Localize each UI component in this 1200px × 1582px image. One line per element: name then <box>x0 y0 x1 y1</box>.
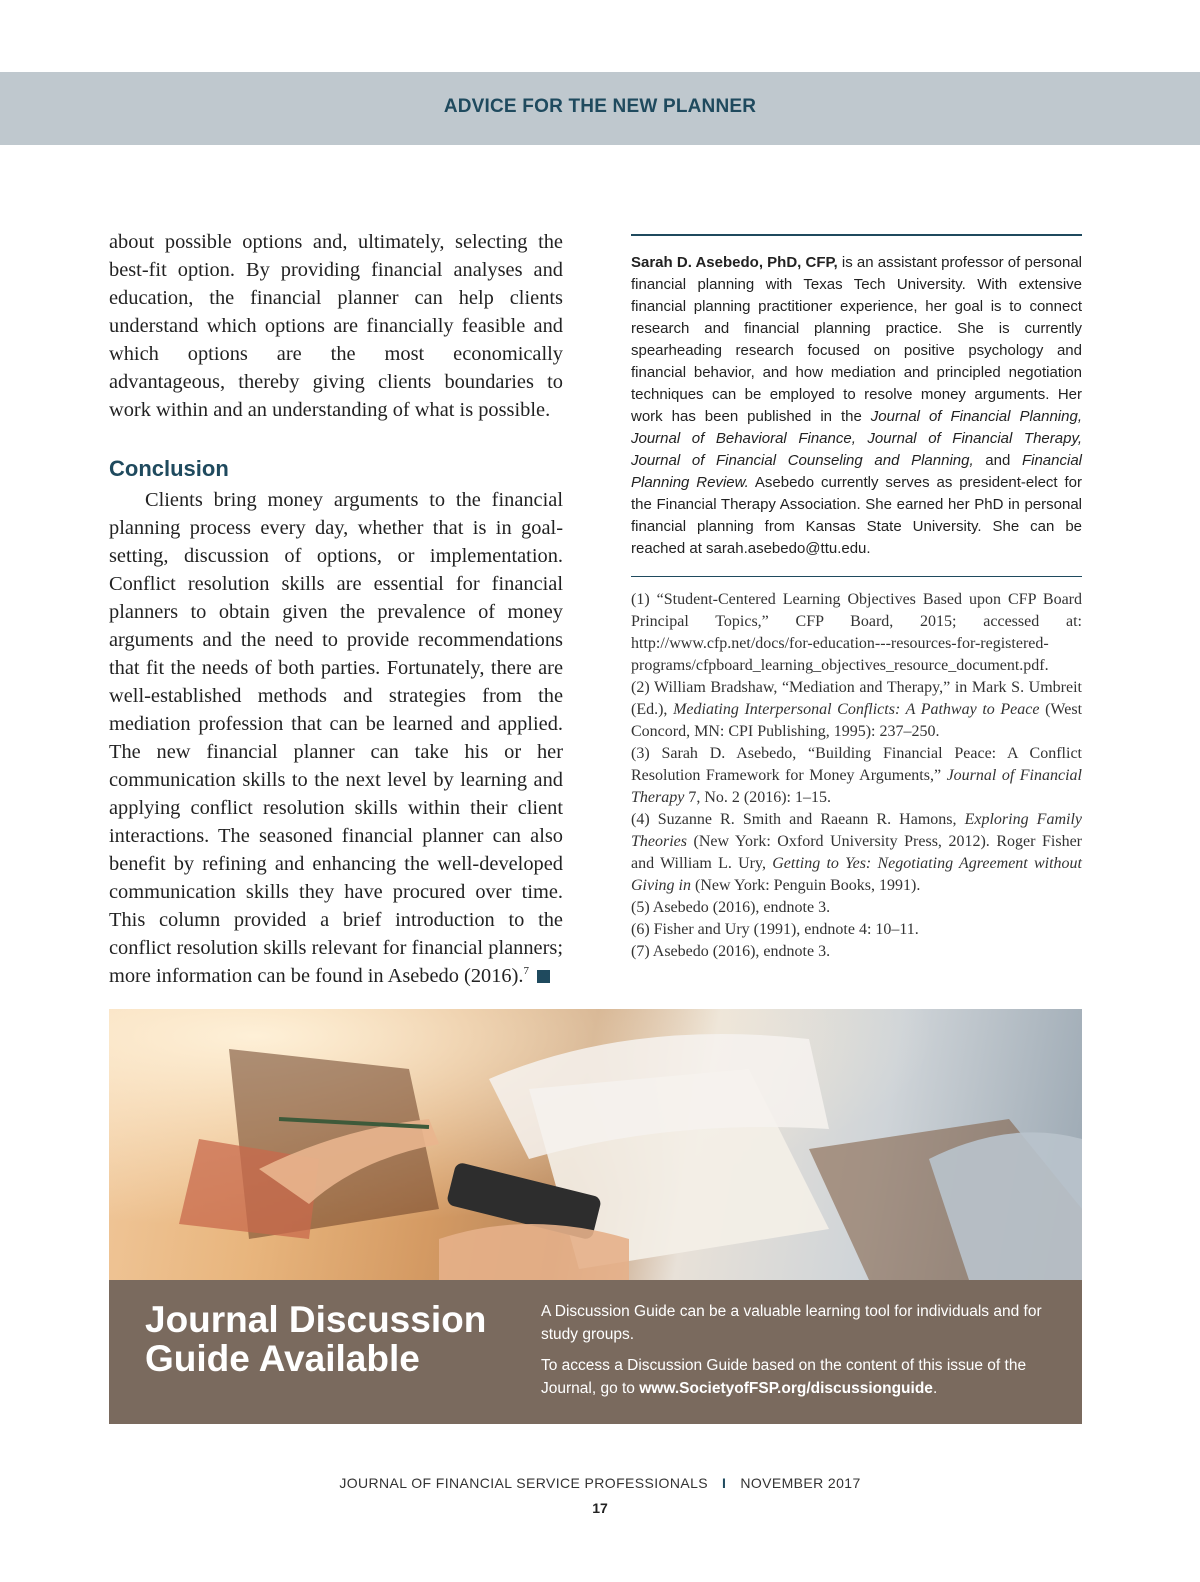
endnote-1-text: (1) “Student-Centered Learning Objectives Based upon CFP Board Principal Topics,” CFP Board, 2015; accessed at: http://www.cfp.net/docs/for-education---resources-for-registered-programs/cfpboard_learning_objectives_resource_document.pdf. <box>631 591 1082 674</box>
running-head: ADVICE FOR THE NEW PLANNER <box>443 96 757 117</box>
endnotes <box>631 589 1082 963</box>
endnote-4-rest: (New York: Penguin Books, 1991). <box>691 877 921 894</box>
endnote-ref: 7 <box>523 965 530 978</box>
bio-journals: Journal of Financial Planning, Journal of Behavioral Finance, Journal of Financial Therapy, Journal of Financial Counseling and Planning, <box>631 408 1082 469</box>
intro-paragraph: about possible options and, ultimately, selecting the best-fit option. By providing financial analyses and education, the financial planner can help clients understand which options are financially feasible and which options are the most economically advantageous, thereby giving clients boundaries to work within and an understanding of what is possible. <box>109 231 563 421</box>
endnote-6-text: (6) Fisher and Ury (1991), endnote 4: 10–11. <box>631 921 919 938</box>
endnote-3 <box>631 743 1082 809</box>
endnote-4-title: Exploring Family Theories <box>631 811 1082 850</box>
endnote-3-rest: 7, No. 2 (2016): 1–15. <box>684 789 831 806</box>
endnote-4-mid: (New York: Oxford University Press, 2012). Roger Fisher and William L. Ury, <box>631 833 1082 872</box>
bio-review: Financial Planning Review. <box>631 452 1082 491</box>
discussion-guide-link[interactable]: www.SocietyofFSP.org/discussionguide <box>639 1380 933 1397</box>
conclusion-text: Clients bring money arguments to the financial planning process every day, whether that is in goal-setting, discussion of options, or implementation. Conflict resolution skills are essential for financial planners to obtain given the prevalence of money arguments and the need to provide recommendations that fit the needs of both parties. Fortunately, there are well-established methods and strategies from the mediation profession that can be learned and applied. The new financial planner can take his or her communication skills to the next level by learning and applying conflict resolution skills within their client interactions. The seasoned financial planner can also benefit by refining and enhancing the well-developed communication skills they have procured over time. This column provided a brief introduction to the conflict resolution skills relevant for financial planners; more information can be found in Asebedo (2016). <box>109 489 563 987</box>
left-column <box>109 228 563 990</box>
endnote-3-title: Journal of Financial Therapy <box>631 767 1082 806</box>
endnote-2-rest: (West Concord, MN: CPI Publishing, 1995): 237–250. <box>631 701 1083 740</box>
footer-separator: I <box>722 1475 727 1491</box>
footer <box>0 1475 1200 1491</box>
page-number: 17 <box>592 1500 608 1516</box>
photo-illustration <box>109 1009 1082 1280</box>
guide-paragraph-2-end: . <box>932 1380 938 1397</box>
conclusion-heading: Conclusion <box>109 456 229 481</box>
meeting-photo <box>109 1009 1082 1280</box>
endnote-6 <box>631 919 1082 941</box>
discussion-guide-title <box>145 1300 525 1378</box>
author-name: Sarah D. Asebedo, PhD, CFP, <box>631 254 838 271</box>
endnote-5 <box>631 897 1082 919</box>
bio-text-3: Asebedo currently serves as president-elect for the Financial Therapy Association. She earned her PhD in personal financial planning from Kansas State University. She can be reached at sarah.asebedo@ttu.edu. <box>631 474 1083 557</box>
endnote-3-text: (3) Sarah D. Asebedo, “Building Financial Peace: A Conflict Resolution Framework for Money Arguments,” <box>631 745 1082 784</box>
discussion-guide-text <box>541 1300 1061 1408</box>
endnote-2 <box>631 677 1082 743</box>
guide-paragraph-2-text: To access a Discussion Guide based on the content of this issue of the Journal, go to <box>541 1357 1027 1397</box>
guide-title-line-1: Journal Discussion <box>145 1299 487 1340</box>
endnote-4 <box>631 809 1082 897</box>
end-mark-icon <box>537 970 550 983</box>
endnotes-rule <box>631 576 1082 577</box>
bio-text-1: is an assistant professor of personal financial planning with Texas Tech University. With extensive financial planning practitioner experience, her goal is to connect research and financial planning practice. She is currently spearheading research focused on positive psychology and financial behavior, and how mediation and principled negotiation techniques can be employed to resolve money arguments. Her work has been published in the <box>631 254 1083 425</box>
endnote-2-title: Mediating Interpersonal Conflicts: A Pathway to Peace <box>673 701 1040 718</box>
author-bio <box>631 252 1082 560</box>
endnote-1 <box>631 589 1082 677</box>
footer-journal: JOURNAL OF FINANCIAL SERVICE PROFESSIONALS <box>339 1475 709 1491</box>
bio-top-rule <box>631 234 1082 236</box>
endnote-4-text: (4) Suzanne R. Smith and Raeann R. Hamons, <box>631 811 965 828</box>
guide-paragraph-1: A Discussion Guide can be a valuable learning tool for individuals and for study groups. <box>541 1303 1042 1343</box>
endnote-7 <box>631 941 1082 963</box>
right-column <box>631 234 1082 963</box>
bio-text-2: and <box>973 452 1022 469</box>
discussion-guide-banner <box>109 1280 1082 1424</box>
conclusion-paragraph <box>109 486 563 990</box>
endnote-2-text: (2) William Bradshaw, “Mediation and Therapy,” in Mark S. Umbreit (Ed.), <box>631 679 1082 718</box>
guide-title-line-2: Guide Available <box>145 1338 420 1379</box>
endnote-7-text: (7) Asebedo (2016), endnote 3. <box>631 943 831 960</box>
endnote-4-title-2: Getting to Yes: Negotiating Agreement without Giving in <box>631 855 1083 894</box>
footer-date: NOVEMBER 2017 <box>740 1475 861 1491</box>
guide-paragraph-2 <box>541 1354 1061 1400</box>
endnote-5-text: (5) Asebedo (2016), endnote 3. <box>631 899 831 916</box>
